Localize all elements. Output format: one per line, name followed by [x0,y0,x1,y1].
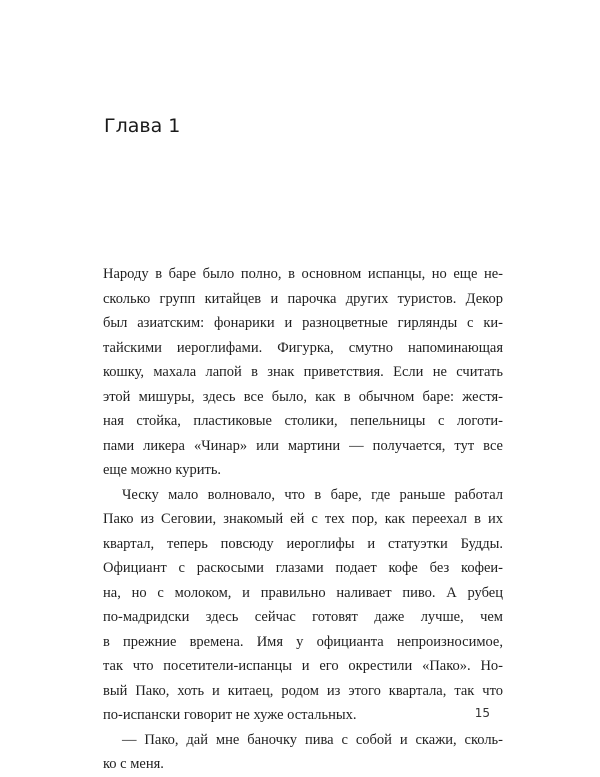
text-line: — Пако, дай мне баночку пива с собой и скажи, сколь- [122,731,503,748]
text-line: так что посетители-испанцы и его окрестили «Пако». Но- [103,658,503,674]
text-line: кошку, махала лапой в знак приветствия. Если не считать [103,364,503,380]
text-line: по-мадридски здесь сейчас готовят даже лучше, чем [103,609,503,625]
text-line: квартал, теперь повсюду иероглифы и статуэтки Будды. [103,535,503,552]
text-line: пами ликера «Чинар» или мартини — получается, тут все [103,437,503,454]
chapter-title: Глава 1 [104,115,181,137]
text-line: ко с меня. [103,756,164,772]
paragraph [103,728,503,777]
text-line: Народу в баре было полно, в основном испанцы, но еще не- [103,266,503,282]
text-line: ная стойка, пластиковые столики, пепельницы с логоти- [103,413,503,429]
text-line: в прежние времена. Имя у официанта непроизносимое, [103,633,503,650]
text-line: Ческу мало волновало, что в баре, где раньше работал [122,486,503,503]
text-line: Официант с раскосыми глазами подает кофе без кофеи- [103,560,503,576]
text-line: тайскими иероглифами. Фигурка, смутно напоминающая [103,339,503,356]
text-line: на, но с молоком, и правильно наливает пиво. А рубец [103,584,503,601]
paragraph [103,262,503,483]
text-line: был азиатским: фонарики и разноцветные гирлянды с ки- [103,315,503,331]
text-line: этой мишуры, здесь все было, как в обычном баре: жестя- [103,388,503,405]
body-text [103,262,503,777]
page-number: 15 [474,706,490,720]
text-line: Пако из Сеговии, знакомый ей с тех пор, как переехал в их [103,511,503,527]
text-line: еще можно курить. [103,462,222,478]
text-line: вый Пако, хоть и китаец, родом из этого квартала, так что [103,682,503,699]
text-line: по-испански говорит не хуже остальных. [103,707,357,723]
paragraph [103,483,503,728]
text-line: сколько групп китайцев и парочка других туристов. Декор [103,290,503,307]
